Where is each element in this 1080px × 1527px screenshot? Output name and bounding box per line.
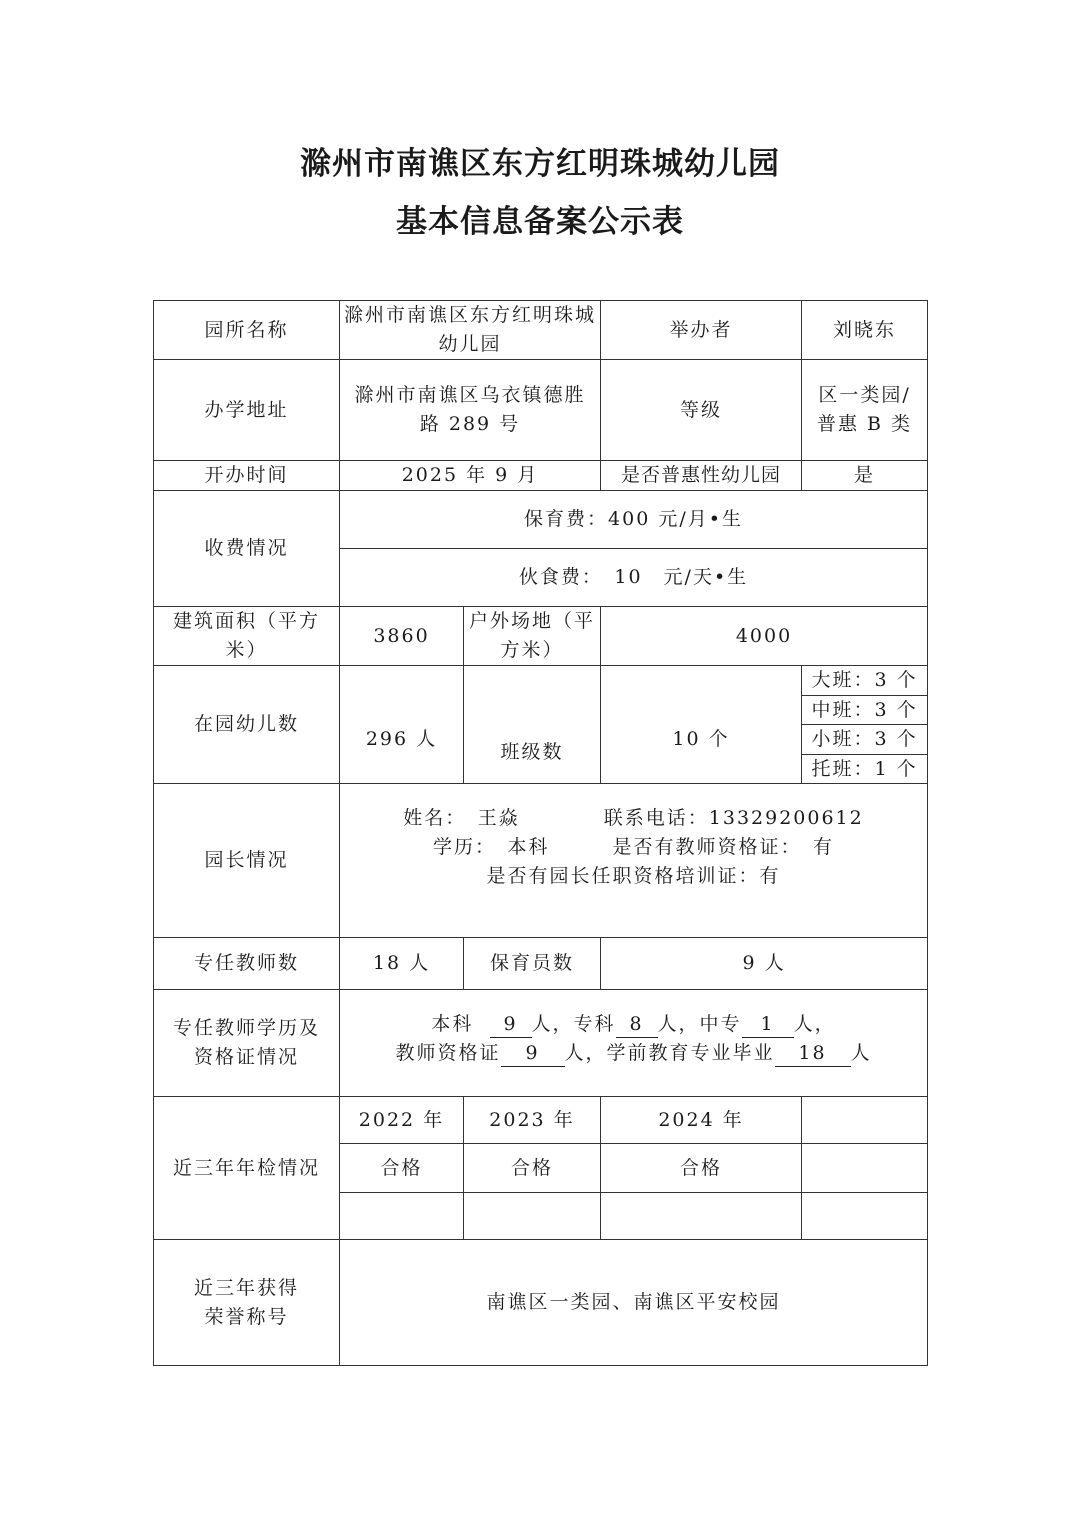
empty-cell [802,1097,928,1144]
inclusive-value: 是 [802,461,928,491]
class-item: 大班：3 个 [802,666,927,696]
grade-label: 等级 [601,360,802,461]
teachers-value: 18 人 [340,938,464,990]
address-label: 办学地址 [154,360,340,461]
row-area [154,607,928,666]
row-honors [154,1240,928,1366]
certificate-count: 9 [501,1040,565,1067]
empty-cell [802,1144,928,1193]
class-item: 中班：3 个 [802,696,927,726]
building-area-value: 3860 [340,607,464,666]
preschool-major-count: 18 [775,1040,851,1067]
inspection-label: 近三年年检情况 [154,1097,340,1240]
row-education [154,990,928,1097]
teachers-label: 专任教师数 [154,938,340,990]
year-2024: 2024 年 [601,1097,802,1144]
info-table [153,300,928,1366]
address-value: 滁州市南谯区乌衣镇德胜路 289 号 [340,360,601,461]
row-address [154,360,928,461]
page-title: 滁州市南谯区东方红明珠城幼儿园 [300,146,780,182]
row-name [154,301,928,360]
education-line1: 本科 9 人，专科 8 人，中专 1 人， [344,1010,923,1039]
college-count: 8 [616,1011,658,1038]
empty-cell [340,1193,464,1240]
row-staff [154,938,928,990]
open-value: 2025 年 9 月 [340,461,601,491]
result-2023: 合格 [464,1144,601,1193]
principal-line2: 学历： 本科 是否有教师资格证： 有 [433,836,835,858]
class-item: 托班：1 个 [811,757,918,780]
sponsor-label: 举办者 [601,301,802,360]
class-count-value: 10 个 [601,666,802,784]
outdoor-area-value: 4000 [601,607,928,666]
page-subtitle: 基本信息备案公示表 [396,204,684,240]
empty-cell [802,1193,928,1240]
children-label: 在园幼儿数 [154,666,340,784]
education-line2: 教师资格证 9 人，学前教育专业毕业 18 人 [344,1039,923,1068]
caregivers-label: 保育员数 [464,938,601,990]
principal-line3: 是否有园长任职资格培训证：有 [486,865,781,887]
row-open [154,461,928,491]
name-value: 滁州市南谯区东方红明珠城幼儿园 [340,301,601,360]
principal-line1: 姓名： 王焱 联系电话：13329200612 [403,807,864,829]
class-breakdown [802,666,927,783]
grade-value: 区一类园/普惠 B 类 [802,360,928,461]
education-label: 专任教师学历及资格证情况 [154,990,340,1097]
open-label: 开办时间 [154,461,340,491]
building-area-label: 建筑面积（平方米） [154,607,340,666]
result-2022: 合格 [340,1144,464,1193]
bachelor-count: 9 [490,1011,532,1038]
children-value: 296 人 [340,666,464,784]
row-inspection-years [154,1097,928,1144]
row-principal [154,784,928,938]
result-2024: 合格 [601,1144,802,1193]
year-2023: 2023 年 [464,1097,601,1144]
outdoor-area-label: 户外场地（平方米） [464,607,601,666]
empty-cell [464,1193,601,1240]
row-fees [154,491,928,607]
year-2022: 2022 年 [340,1097,464,1144]
name-label: 园所名称 [154,301,340,360]
caregivers-value: 9 人 [601,938,928,990]
class-item: 小班：3 个 [802,725,927,755]
honors-value: 南谯区一类园、南谯区平安校园 [340,1240,928,1366]
sponsor-value: 刘晓东 [802,301,928,360]
fees-label: 收费情况 [154,491,340,607]
secondary-count: 1 [742,1011,794,1038]
principal-label: 园长情况 [154,784,340,938]
class-count-label: 班级数 [464,666,601,784]
row-children [154,666,928,784]
meal-fee: 伙食费： 10 元/天•生 [340,548,927,606]
inclusive-label: 是否普惠性幼儿园 [601,461,802,491]
empty-cell [601,1193,802,1240]
honors-label: 近三年获得荣誉称号 [154,1240,340,1366]
care-fee: 保育费：400 元/月•生 [524,508,743,530]
